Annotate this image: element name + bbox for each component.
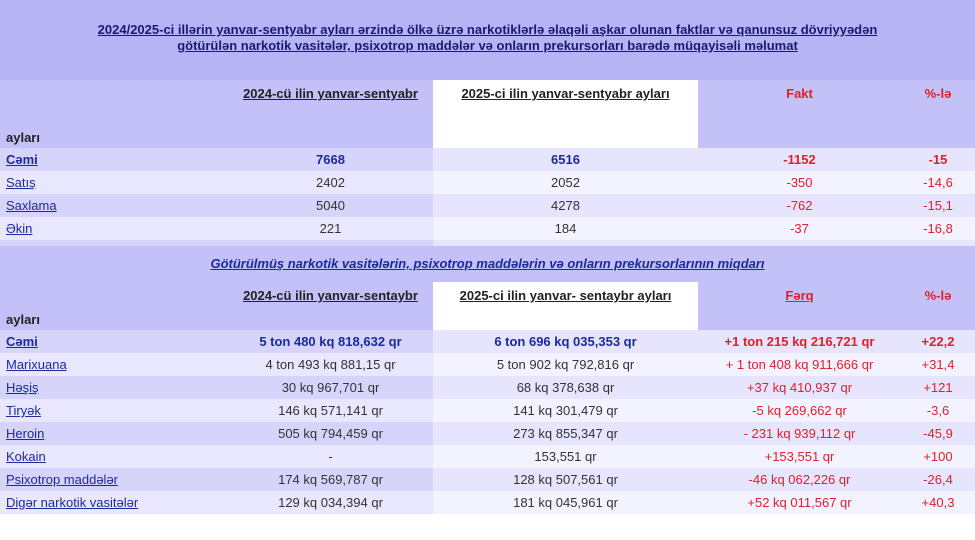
table-row xyxy=(0,468,975,491)
table-row xyxy=(0,148,975,171)
row-percent: +100 xyxy=(901,445,975,468)
row-percent: +22,2 xyxy=(901,330,975,353)
header-label: ayları xyxy=(0,80,228,148)
row-value-2025: 68 kq 378,638 qr xyxy=(433,376,698,399)
row-difference: +1 ton 215 kq 216,721 qr xyxy=(698,330,901,353)
row-value-2024: 221 xyxy=(228,217,433,240)
row-value-2024: 4 ton 493 kq 881,15 qr xyxy=(228,353,433,376)
row-value-2025: 141 kq 301,479 qr xyxy=(433,399,698,422)
row-value-2025: 128 kq 507,561 qr xyxy=(433,468,698,491)
row-name: Digər narkotik vasitələr xyxy=(0,491,228,514)
row-difference: -350 xyxy=(698,171,901,194)
row-name: Cəmi xyxy=(0,148,228,171)
header-2025: 2025-ci ilin yanvar-sentyabr ayları xyxy=(433,80,698,148)
row-difference: -5 kq 269,662 qr xyxy=(698,399,901,422)
header-fakt: Fakt xyxy=(698,80,901,148)
row-value-2024: 30 kq 967,701 qr xyxy=(228,376,433,399)
row-value-2025: 273 kq 855,347 qr xyxy=(433,422,698,445)
header-percent: %-lə xyxy=(901,80,975,148)
row-value-2025: 181 kq 045,961 qr xyxy=(433,491,698,514)
row-percent: -15,1 xyxy=(901,194,975,217)
row-value-2025: 4278 xyxy=(433,194,698,217)
row-name: Əkin xyxy=(0,217,228,240)
header-label: ayları xyxy=(0,282,228,330)
title-line-1: 2024/2025-ci illərin yanvar-sentyabr ayları ərzində ölkə üzrə narkotiklərlə əlaqəli aşkar olunan faktlar və qanunsuz dövriyyədən xyxy=(97,22,878,37)
header-percent: %-lə xyxy=(901,282,975,330)
quantities-table-header xyxy=(0,282,975,330)
row-name: Psixotrop maddələr xyxy=(0,468,228,491)
row-difference: -762 xyxy=(698,194,901,217)
row-percent: +40,3 xyxy=(901,491,975,514)
row-value-2024: - xyxy=(228,445,433,468)
row-difference: +153,551 qr xyxy=(698,445,901,468)
quantities-table xyxy=(0,282,975,514)
table-row xyxy=(0,217,975,240)
row-name: Tiryək xyxy=(0,399,228,422)
table-row xyxy=(0,353,975,376)
row-percent: +121 xyxy=(901,376,975,399)
header-2024: 2024-cü ilin yanvar-sentaybr xyxy=(228,282,433,330)
row-percent: -16,8 xyxy=(901,217,975,240)
report-title xyxy=(0,0,975,80)
section-subtitle: Götürülmüş narkotik vasitələrin, psixotrop maddələrin və onların prekursorlarının miqdarı xyxy=(0,246,975,282)
table-row xyxy=(0,422,975,445)
row-value-2024: 5 ton 480 kq 818,632 qr xyxy=(228,330,433,353)
table-row xyxy=(0,376,975,399)
row-name: Həşiş xyxy=(0,376,228,399)
row-value-2024: 7668 xyxy=(228,148,433,171)
row-value-2024: 129 kq 034,394 qr xyxy=(228,491,433,514)
row-value-2025: 184 xyxy=(433,217,698,240)
facts-table-header xyxy=(0,80,975,148)
row-value-2024: 505 kq 794,459 qr xyxy=(228,422,433,445)
row-value-2024: 146 kq 571,141 qr xyxy=(228,399,433,422)
row-difference: +37 kq 410,937 qr xyxy=(698,376,901,399)
row-name: Cəmi xyxy=(0,330,228,353)
row-value-2024: 174 kq 569,787 qr xyxy=(228,468,433,491)
row-difference: +52 kq 011,567 qr xyxy=(698,491,901,514)
row-name: Marixuana xyxy=(0,353,228,376)
row-name: Satış xyxy=(0,171,228,194)
header-2025: 2025-ci ilin yanvar- sentaybr ayları xyxy=(433,282,698,330)
row-value-2025: 6516 xyxy=(433,148,698,171)
header-ferq: Fərq xyxy=(698,282,901,330)
row-percent: -15 xyxy=(901,148,975,171)
row-value-2025: 2052 xyxy=(433,171,698,194)
table-row xyxy=(0,399,975,422)
row-value-2025: 5 ton 902 kq 792,816 qr xyxy=(433,353,698,376)
row-percent: -14,6 xyxy=(901,171,975,194)
table-row xyxy=(0,330,975,353)
row-value-2024: 5040 xyxy=(228,194,433,217)
facts-table xyxy=(0,80,975,263)
row-value-2024: 2402 xyxy=(228,171,433,194)
table-row xyxy=(0,491,975,514)
row-percent: -3,6 xyxy=(901,399,975,422)
table-row xyxy=(0,171,975,194)
header-2024: 2024-cü ilin yanvar-sentyabr xyxy=(228,80,433,148)
row-percent: -26,4 xyxy=(901,468,975,491)
row-value-2025: 6 ton 696 kq 035,353 qr xyxy=(433,330,698,353)
table-row xyxy=(0,445,975,468)
row-name: Saxlama xyxy=(0,194,228,217)
row-percent: -45,9 xyxy=(901,422,975,445)
table-row xyxy=(0,194,975,217)
row-difference: + 1 ton 408 kq 911,666 qr xyxy=(698,353,901,376)
row-name: Heroin xyxy=(0,422,228,445)
row-value-2025: 153,551 qr xyxy=(433,445,698,468)
row-difference: -37 xyxy=(698,217,901,240)
row-difference: - 231 kq 939,112 qr xyxy=(698,422,901,445)
row-difference: -1152 xyxy=(698,148,901,171)
row-percent: +31,4 xyxy=(901,353,975,376)
row-name: Kokain xyxy=(0,445,228,468)
row-difference: -46 kq 062,226 qr xyxy=(698,468,901,491)
title-line-2: götürülən narkotik vasitələr, psixotrop maddələr və onların prekursorları barədə müqayisəli məlumat xyxy=(177,38,798,53)
